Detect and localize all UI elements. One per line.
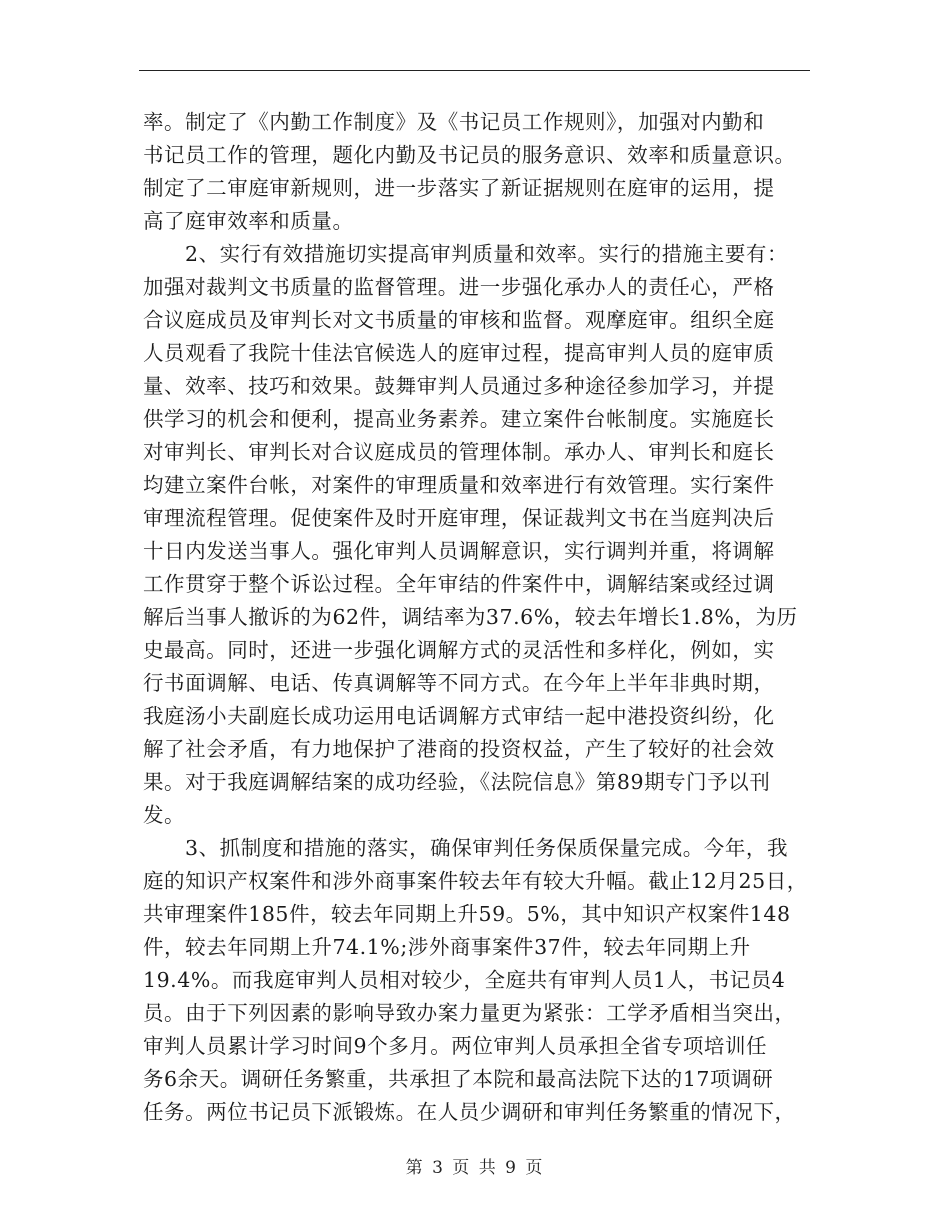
text-line: 人员观看了我院十佳法官候选人的庭审过程，提高审判人员的庭审质	[143, 341, 775, 365]
paragraph-start-line: 3、抓制度和措施的落实，确保审判任务保质保量完成。今年，我	[185, 836, 788, 860]
text-line: 庭的知识产权案件和涉外商事案件较去年有较大升幅。截止12月25日，	[143, 869, 808, 893]
text-line: 工作贯穿于整个诉讼过程。全年审结的件案件中，调解结案或经过调	[143, 572, 775, 596]
text-line: 行书面调解、电话、传真调解等不同方式。在今年上半年非典时期，	[143, 671, 775, 695]
paragraph-start-line: 2、实行有效措施切实提高审判质量和效率。实行的措施主要有：	[185, 242, 788, 266]
text-line: 果。对于我庭调解结案的成功经验，《法院信息》第89期专门予以刊	[143, 770, 771, 794]
text-line: 员。由于下列因素的影响导致办案力量更为紧张：工学矛盾相当突出，	[143, 1001, 796, 1025]
text-line: 十日内发送当事人。强化审判人员调解意识，实行调判并重，将调解	[143, 539, 775, 563]
text-line: 19.4%。而我庭审判人员相对较少，全庭共有审判人员1人，书记员4	[143, 968, 786, 992]
text-line: 加强对裁判文书质量的监督管理。进一步强化承办人的责任心，严格	[143, 275, 775, 299]
text-line: 务6余天。调研任务繁重，共承担了本院和最高法院下达的17项调研	[143, 1067, 774, 1091]
text-line: 解了社会矛盾，有力地保护了港商的投资权益，产生了较好的社会效	[143, 737, 775, 761]
text-line: 合议庭成员及审判长对文书质量的审核和监督。观摩庭审。组织全庭	[143, 308, 775, 332]
text-line: 对审判长、审判长对合议庭成员的管理体制。承办人、审判长和庭长	[143, 440, 775, 464]
text-line: 我庭汤小夫副庭长成功运用电话调解方式审结一起中港投资纠纷，化	[143, 704, 775, 728]
text-line: 史最高。同时，还进一步强化调解方式的灵活性和多样化，例如，实	[143, 638, 775, 662]
text-line: 审判人员累计学习时间9个多月。两位审判人员承担全省专项培训任	[143, 1034, 768, 1058]
text-line: 发。	[143, 803, 186, 827]
text-line: 制定了二审庭审新规则，进一步落实了新证据规则在庭审的运用，提	[143, 176, 775, 200]
text-line: 件，较去年同期上升74.1%;涉外商事案件37件，较去年同期上升	[143, 935, 751, 959]
page-number: 第 3 页 共 9 页	[405, 1158, 545, 1178]
text-line: 共审理案件185件，较去年同期上升59。5%，其中知识产权案件148	[143, 902, 791, 926]
text-line: 高了庭审效率和质量。	[143, 209, 354, 233]
text-line: 均建立案件台帐，对案件的审理质量和效率进行有效管理。实行案件	[143, 473, 775, 497]
text-line: 解后当事人撤诉的为62件，调结率为37.6%，较去年增长1.8%，为历	[143, 605, 798, 629]
text-line: 书记员工作的管理，题化内勤及书记员的服务意识、效率和质量意识。	[143, 143, 796, 167]
text-line: 率。制定了《内勤工作制度》及《书记员工作规则》，加强对内勤和	[143, 110, 765, 134]
text-line: 量、效率、技巧和效果。鼓舞审判人员通过多种途径参加学习，并提	[143, 374, 775, 398]
text-line: 审理流程管理。促使案件及时开庭审理，保证裁判文书在当庭判决后	[143, 506, 775, 530]
text-line: 任务。两位书记员下派锻炼。在人员少调研和审判任务繁重的情况下，	[143, 1100, 796, 1124]
text-line: 供学习的机会和便利，提高业务素养。建立案件台帐制度。实施庭长	[143, 407, 775, 431]
